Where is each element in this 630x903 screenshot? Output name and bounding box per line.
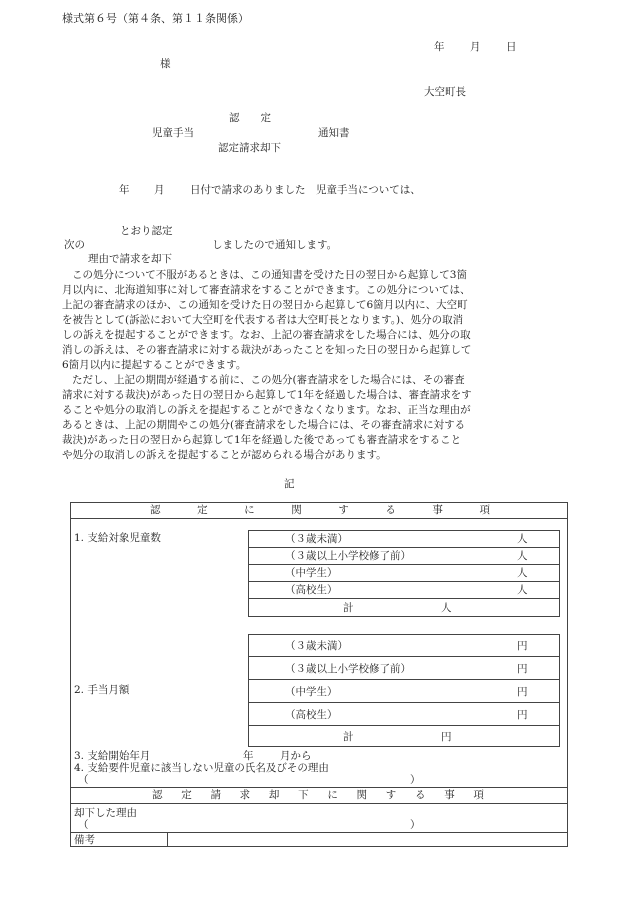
monthly-total-label: 計	[343, 731, 354, 743]
start-month-label: 3. 支給開始年月	[74, 750, 151, 762]
rule	[248, 656, 560, 657]
children-unit: 人	[517, 567, 528, 579]
rejection-header-char: 認	[152, 789, 163, 801]
p1-line: 6箇月以内に提起することができます。	[62, 359, 247, 371]
rule	[70, 518, 568, 519]
ineligible-close-paren: ）	[410, 774, 421, 786]
approval-header-char: 関	[291, 504, 302, 516]
monthly-amount-label: 2. 手当月額	[74, 684, 130, 696]
rejection-header-char: 却	[268, 789, 280, 801]
approval-header-char: 認	[150, 504, 161, 516]
children-cat-high: （高校生）	[285, 584, 338, 596]
children-count-label: 1. 支給対象児童数	[74, 532, 161, 544]
approval-header	[150, 503, 490, 517]
p2-line: 裁決)があった日の翌日から起算して1年を経過した後であっても審査請求をすること	[62, 434, 462, 446]
date-year-label: 年	[434, 41, 445, 53]
rule	[70, 832, 568, 833]
decision-option-reject: 理由で請求を却下	[88, 253, 172, 265]
monthly-unit: 円	[517, 709, 528, 721]
monthly-unit: 円	[517, 686, 528, 698]
rule	[248, 725, 560, 726]
rejection-header-char: 請	[210, 789, 221, 801]
title-suffix: 通知書	[318, 127, 350, 139]
appeal-paragraph-1	[62, 268, 524, 373]
approval-header-char: る	[385, 504, 396, 516]
p2-line: 請求に対する裁決)があった日の翌日から起算して1年を経過した場合は、審査請求をす	[62, 389, 472, 401]
p1-line: この処分について不服があるときは、この通知書を受けた日の翌日から起算して3箇	[72, 269, 467, 281]
monthly-total-unit: 円	[441, 731, 452, 743]
ineligible-open-paren: （	[78, 774, 89, 786]
request-year-label: 年	[119, 184, 130, 196]
rule	[248, 564, 560, 565]
date-month-label: 月	[470, 41, 481, 53]
title-option-approve: 認 定	[229, 112, 271, 124]
rejection-header-char: す	[385, 789, 397, 801]
monthly-cat-under3: （３歳未満）	[285, 640, 348, 652]
decision-lead: 次の	[64, 239, 85, 251]
decision-tail: しましたので通知します。	[212, 239, 338, 251]
request-month-label: 月	[154, 184, 165, 196]
monthly-cat-preschool: （３歳以上小学校修了前）	[285, 663, 411, 675]
p1-line: しの訴えを提起することができます。なお、上記の審査請求をした場合には、処分の取	[62, 329, 471, 341]
rejection-header-char: に	[327, 789, 338, 801]
children-unit: 人	[517, 584, 528, 596]
request-date-text: 日付で請求のありました 児童手当については、	[190, 184, 421, 196]
rule	[248, 702, 560, 703]
ineligible-label: 4. 支給要件児童に該当しない児童の氏名及びその理由	[74, 762, 329, 774]
form-number: 様式第６号（第４条、第１１条関係）	[62, 12, 249, 25]
rejection-header-char: 事	[444, 789, 455, 801]
p1-line: を被告として(訴訟において大空町を代表する者は大空町長となります。)、処分の取消	[62, 314, 464, 326]
rule	[248, 679, 560, 680]
monthly-unit: 円	[517, 640, 528, 652]
p2-line: あるときは、上記の期間やこの処分(審査請求をした場合には、その審査請求に対する	[62, 419, 466, 431]
p2-line: や処分の取消しの訴えを提起することが認められる場合があります。	[62, 449, 387, 461]
rule	[70, 803, 568, 804]
rule	[167, 832, 168, 847]
rejection-close-paren: ）	[410, 819, 421, 831]
children-cat-under3: （３歳未満）	[285, 533, 348, 545]
children-cat-preschool: （３歳以上小学校修了前）	[285, 550, 411, 562]
rejection-header-char: 項	[473, 789, 484, 801]
rejection-reason-label: 却下した理由	[74, 807, 137, 819]
monthly-unit: 円	[517, 663, 528, 675]
children-cat-junior: （中学生）	[285, 567, 338, 579]
approval-header-char: 事	[432, 504, 443, 516]
children-unit: 人	[517, 533, 528, 545]
remarks-label: 備考	[74, 834, 95, 846]
p1-line: 消しの訴えは、その審査請求に対する裁決があったことを知った日の翌日から起算して	[62, 344, 472, 356]
children-total-label: 計	[343, 602, 354, 614]
approval-header-char: す	[338, 504, 349, 516]
children-unit: 人	[517, 550, 528, 562]
rejection-header-char: 定	[181, 789, 192, 801]
p1-line: 月以内に、北海道知事に対して審査請求をすることができます。この処分については、	[62, 284, 471, 296]
title-option-reject: 認定請求却下	[218, 142, 281, 154]
date-day-label: 日	[506, 41, 517, 53]
ki-heading: 記	[284, 478, 295, 490]
rule	[248, 581, 560, 582]
recipient-suffix: 様	[160, 58, 171, 70]
appeal-paragraph-2	[62, 373, 524, 463]
rejection-header	[152, 788, 484, 802]
monthly-cat-junior: （中学生）	[285, 686, 338, 698]
p2-line: ただし、上記の期間が経過する前に、この処分(審査請求をした場合には、その審査	[72, 374, 465, 386]
rule	[248, 598, 560, 599]
monthly-cat-high: （高校生）	[285, 709, 338, 721]
p2-line: ることや処分の取消しの訴えを提起することができなくなります。なお、正当な理由が	[62, 404, 471, 416]
rejection-header-char: 求	[239, 789, 251, 801]
children-total-unit: 人	[441, 602, 452, 614]
sender-name: 大空町長	[424, 86, 466, 98]
approval-header-char: に	[244, 504, 255, 516]
start-month-unit: 月から	[280, 750, 312, 762]
rejection-open-paren: （	[78, 819, 89, 831]
rule	[248, 547, 560, 548]
title-prefix: 児童手当	[152, 127, 194, 139]
start-year-unit: 年	[243, 750, 254, 762]
approval-header-char: 項	[479, 504, 490, 516]
rejection-header-char: 関	[356, 789, 368, 801]
p1-line: 上記の審査請求のほか、この通知を受けた日の翌日から起算して6箇月以内に、大空町	[62, 299, 468, 311]
rejection-header-char: る	[414, 789, 426, 801]
rejection-header-char: 下	[298, 789, 309, 801]
decision-option-approve: とおり認定	[120, 225, 173, 237]
approval-header-char: 定	[197, 504, 208, 516]
